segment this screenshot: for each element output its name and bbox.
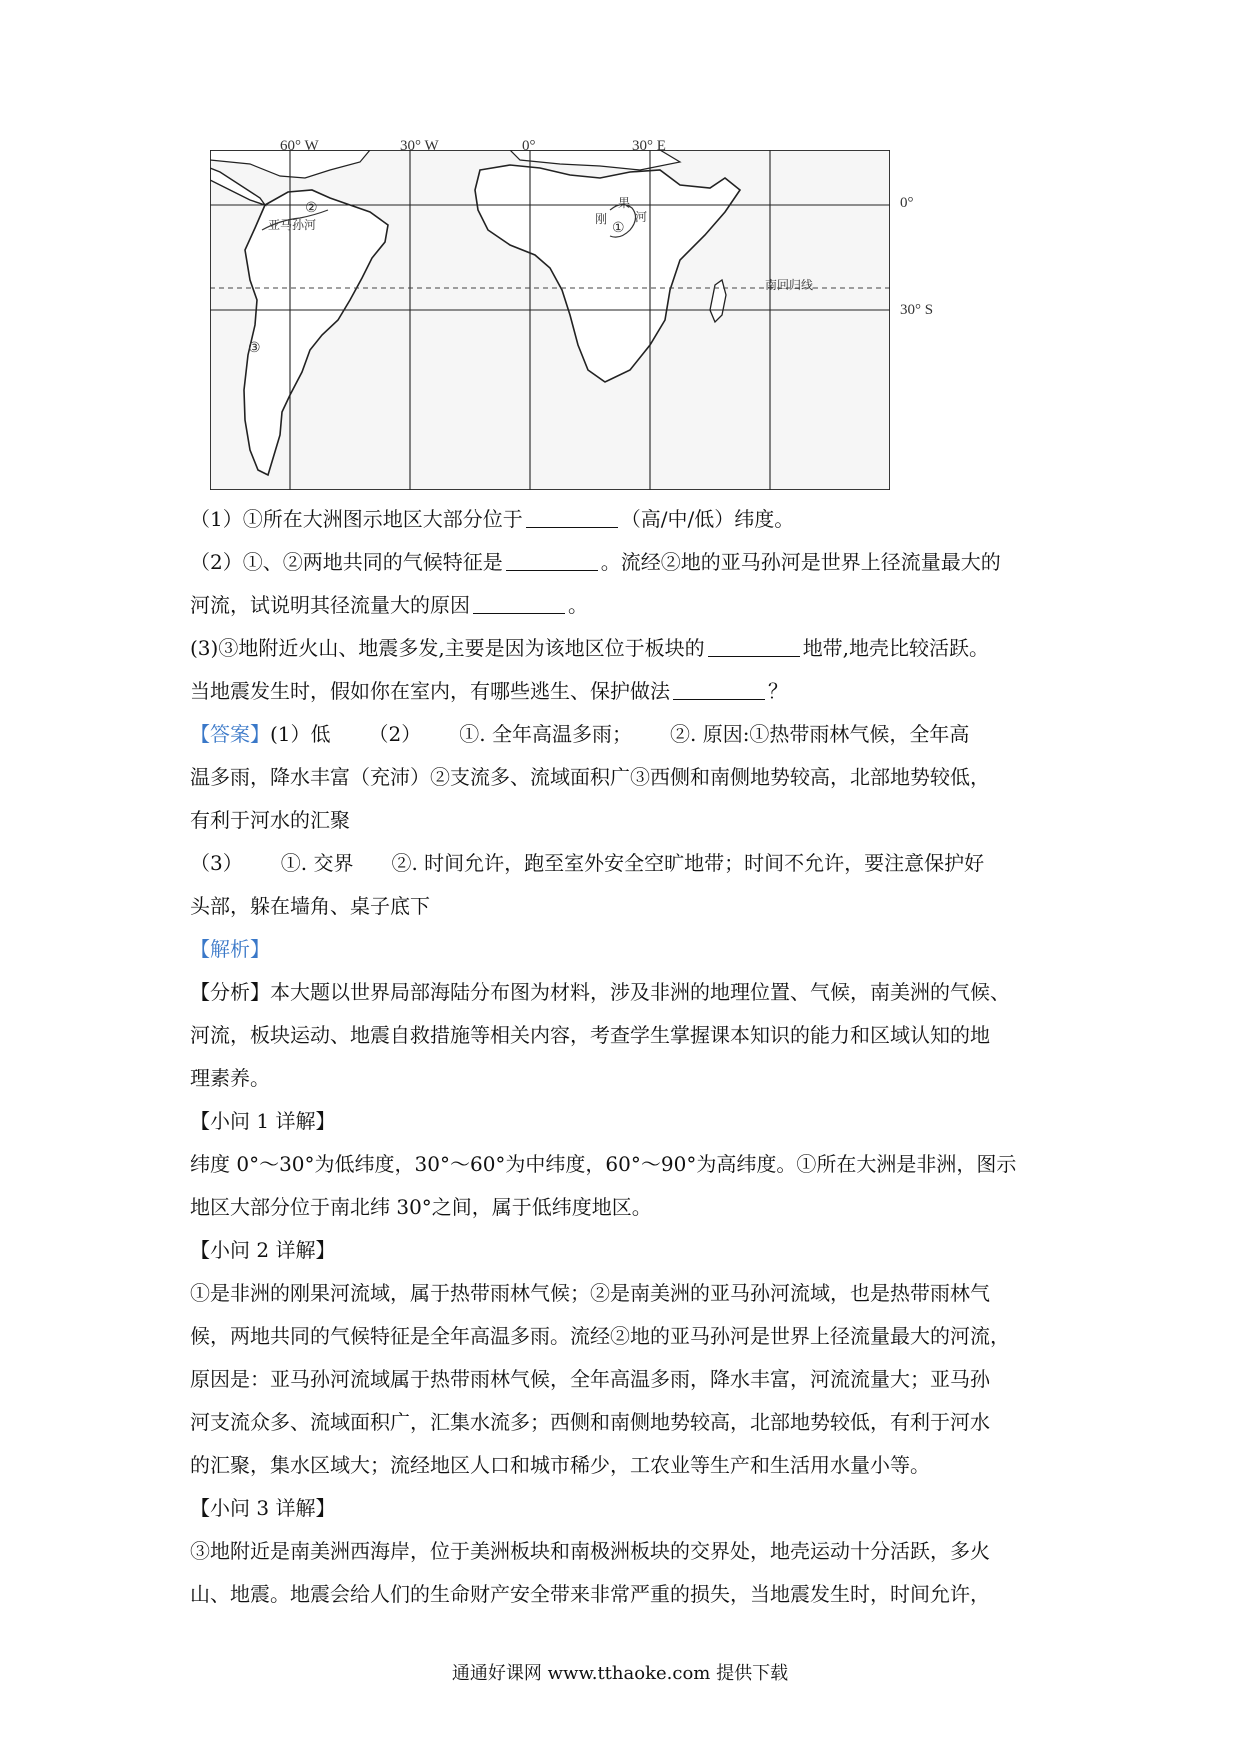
answer-line-3: 有利于河水的汇聚 — [190, 808, 350, 832]
answer-line-5: 头部，躲在墙角、桌子底下 — [190, 894, 430, 918]
detail-1-line-1: 纬度 0°～30°为低纬度，30°～60°为中纬度，60°～90°为高纬度。①所在大洲是非洲，图示 — [190, 1152, 1017, 1176]
lon-label-30e: 30° E — [632, 138, 666, 154]
amazon-river-label: 亚马孙河 — [268, 218, 317, 232]
marker-1: ① — [612, 221, 625, 236]
detail-2-line-5: 的汇聚，集水区域大；流经地区人口和城市稀少，工农业等生产和生活用水量小等。 — [190, 1453, 930, 1477]
question-1: （1）①所在大洲图示地区大部分位于 （高/中/低）纬度。 — [190, 507, 795, 531]
answer-line-2: 温多雨，降水丰富（充沛）②支流多、流域面积广③西侧和南侧地势较高，北部地势较低， — [190, 765, 990, 789]
detail-3-line-2: 山、地震。地震会给人们的生命财产安全带来非常严重的损失，当地震发生时，时间允许， — [190, 1582, 990, 1606]
blank-q3-b — [673, 679, 765, 700]
lon-label-30w: 30° W — [400, 138, 439, 154]
question-3-line-2: 当地震发生时，假如你在室内，有哪些逃生、保护做法 ？ — [190, 679, 788, 703]
document-body — [190, 498, 1060, 1616]
lat-label-0: 0° — [900, 195, 914, 211]
world-map-figure — [210, 138, 934, 490]
blank-q2-a — [506, 550, 598, 571]
congo-river-label-1: 刚 — [595, 212, 608, 226]
question-2-line-2: 河流，试说明其径流量大的原因 。 — [190, 593, 588, 617]
tropic-label: 南回归线 — [765, 278, 814, 292]
blank-q1 — [526, 507, 618, 528]
analysis-tag: 【解析】 — [190, 937, 270, 961]
lon-label-60w: 60° W — [280, 138, 319, 154]
page-footer: 通通好课网 www.tthaoke.com 提供下载 — [451, 1663, 789, 1684]
detail-2-line-4: 河支流众多、流域面积广，汇集水流多；西侧和南侧地势较高，北部地势较低，有利于河水 — [190, 1410, 990, 1434]
congo-river-label-3: 河 — [635, 210, 648, 224]
marker-2: ② — [305, 201, 318, 216]
question-2-line-1: （2）①、②两地共同的气候特征是 。流经②地的亚马孙河是世界上径流量最大的 — [190, 550, 1001, 574]
detail-2-line-2: 候，两地共同的气候特征是全年高温多雨。流经②地的亚马孙河是世界上径流量最大的河流， — [190, 1324, 1010, 1348]
blank-q2-b — [473, 593, 565, 614]
detail-2-line-3: 原因是：亚马孙河流域属于热带雨林气候，全年高温多雨，降水丰富，河流流量大；亚马孙 — [190, 1367, 990, 1391]
blank-q3-a — [708, 636, 800, 657]
analysis-line-2: 河流，板块运动、地震自救措施等相关内容，考查学生掌握课本知识的能力和区域认知的地 — [190, 1023, 990, 1047]
answer-line-4: （3） ①. 交界 ②. 时间允许，跑至室外安全空旷地带；时间不允许，要注意保护好 — [190, 851, 985, 875]
detail-2-line-1: ①是非洲的刚果河流域，属于热带雨林气候；②是南美洲的亚马孙河流域，也是热带雨林气 — [190, 1281, 990, 1305]
answer-line-1: 【答案】(1）低 （2） ①. 全年高温多雨； ②. 原因:①热带雨林气候，全年高 — [190, 722, 970, 746]
detail-1-title: 【小问 1 详解】 — [190, 1109, 336, 1133]
lat-label-30s: 30° S — [900, 302, 934, 318]
detail-1-line-2: 地区大部分位于南北纬 30°之间，属于低纬度地区。 — [190, 1195, 652, 1219]
detail-2-title: 【小问 2 详解】 — [190, 1238, 336, 1262]
marker-3: ③ — [248, 341, 261, 356]
congo-river-label-2: 果 — [618, 196, 631, 210]
answer-tag: 【答案】 — [190, 722, 270, 746]
analysis-line-1: 【分析】本大题以世界局部海陆分布图为材料，涉及非洲的地理位置、气候，南美洲的气候、 — [190, 980, 1010, 1004]
detail-3-line-1: ③地附近是南美洲西海岸，位于美洲板块和南极洲板块的交界处，地壳运动十分活跃，多火 — [190, 1539, 990, 1563]
detail-3-title: 【小问 3 详解】 — [190, 1496, 336, 1520]
question-3-line-1: (3)③地附近火山、地震多发,主要是因为该地区位于板块的 地带,地壳比较活跃。 — [190, 636, 990, 660]
lon-label-0: 0° — [522, 138, 536, 154]
analysis-line-3: 理素养。 — [190, 1066, 270, 1090]
